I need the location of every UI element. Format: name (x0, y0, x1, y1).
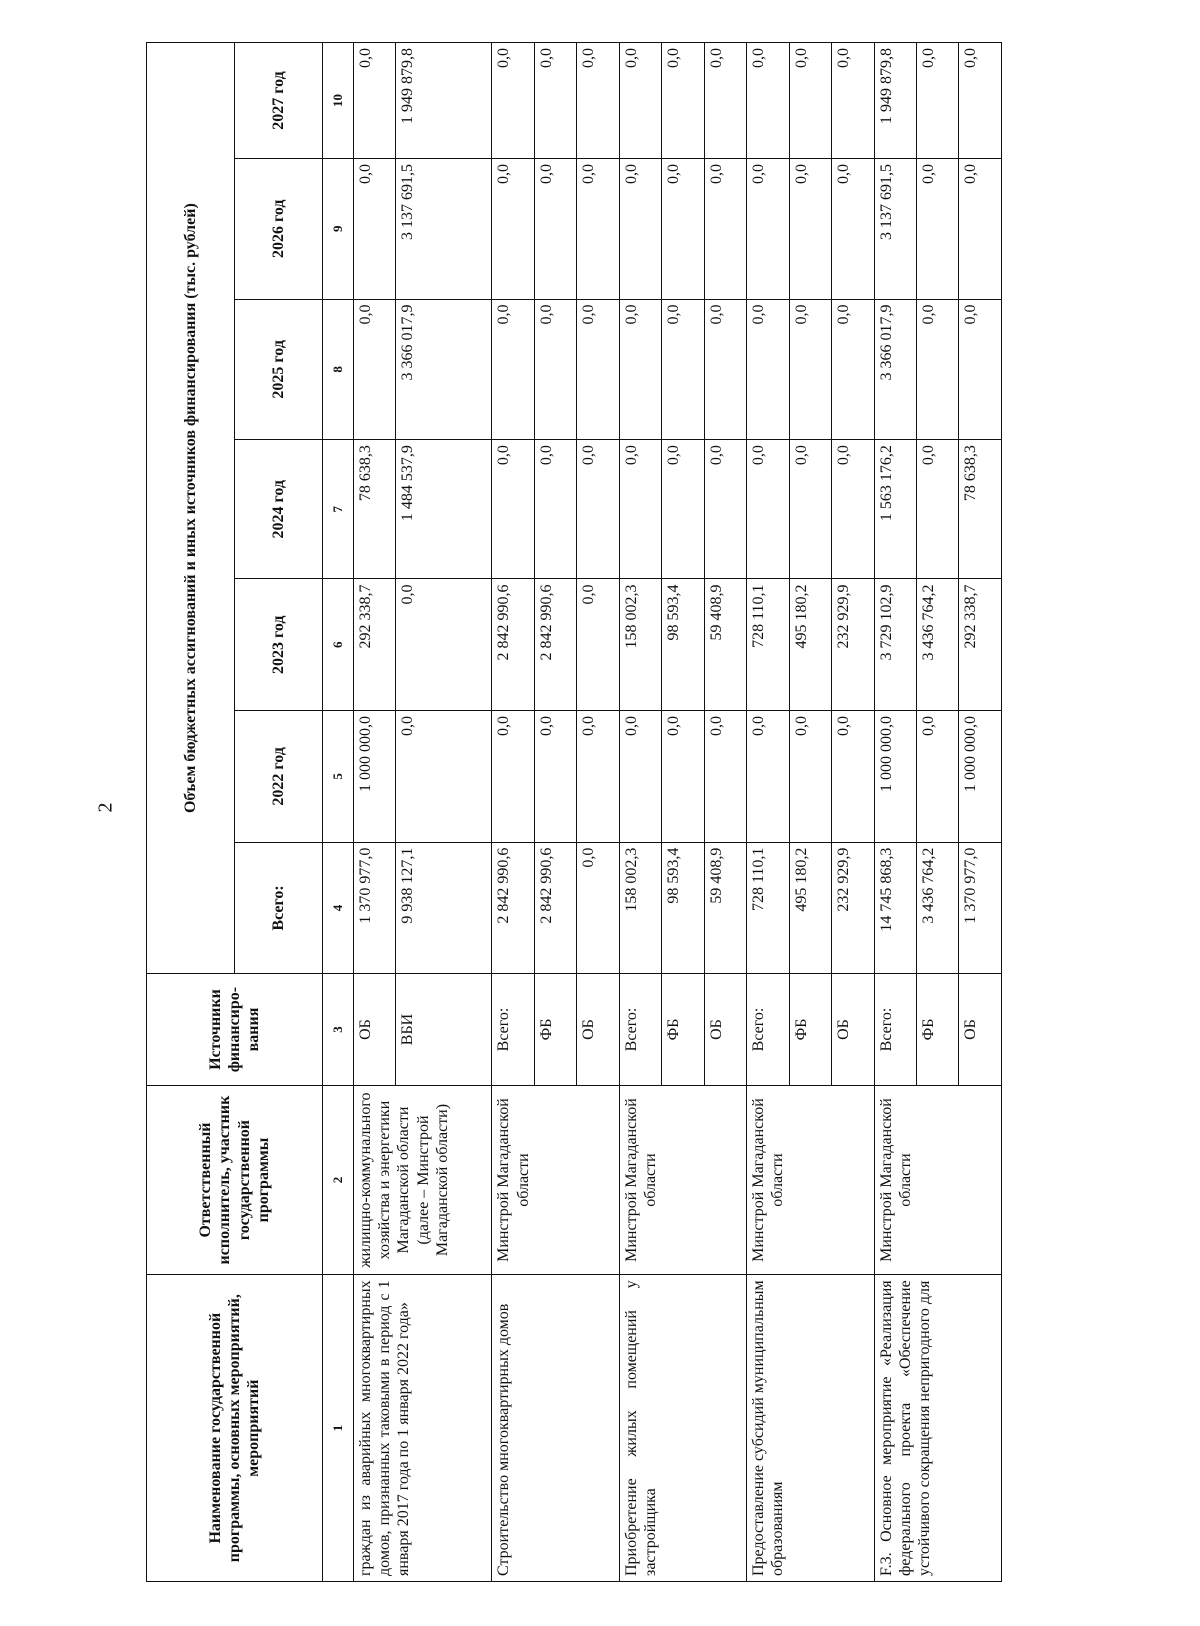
header-responsible: Ответственный исполнитель, участник государственной программы (147, 1085, 323, 1275)
value-cell: 0,0 (534, 711, 576, 843)
value-cell: 292 338,7 (354, 579, 396, 711)
value-cell: 0,0 (354, 43, 396, 159)
value-cell: 728 110,1 (747, 842, 789, 974)
value-cell: 0,0 (662, 711, 704, 843)
value-cell: 9 938 127,1 (396, 842, 492, 974)
column-number: 7 (323, 440, 354, 579)
financing-table (146, 42, 1002, 1582)
value-cell: 0,0 (577, 299, 619, 440)
column-number: 2 (323, 1085, 354, 1275)
value-cell: 0,0 (704, 159, 746, 300)
header-year: 2022 год (235, 711, 323, 843)
header-volume: Объем бюджетных ассигнований и иных источников финансирования (тыс. рублей) (147, 43, 235, 974)
value-cell: 78 638,3 (959, 440, 1002, 579)
value-cell: 0,0 (619, 711, 661, 843)
value-cell: 0,0 (662, 159, 704, 300)
program-name-cell: Строительство многоквартирных домов (492, 1275, 619, 1582)
value-cell: 0,0 (959, 299, 1002, 440)
value-cell: 3 366 017,9 (874, 299, 916, 440)
value-cell: 98 593,4 (662, 842, 704, 974)
value-cell: 158 002,3 (619, 579, 661, 711)
value-cell: 0,0 (492, 299, 534, 440)
value-cell: 3 436 764,2 (916, 579, 958, 711)
program-name-cell: F.3. Основное мероприятие «Реализация федерального проекта «Обеспечение устойчивого сокращения непригодного для (874, 1275, 1001, 1582)
value-cell: 0,0 (492, 440, 534, 579)
value-cell: 0,0 (534, 159, 576, 300)
value-cell: 0,0 (534, 440, 576, 579)
value-cell: 0,0 (704, 711, 746, 843)
header-source: Источники финансиро-вания (147, 974, 323, 1086)
value-cell: 0,0 (396, 711, 492, 843)
column-number: 8 (323, 299, 354, 440)
value-cell: 1 949 879,8 (874, 43, 916, 159)
rotated-table-container (146, 42, 1002, 1582)
value-cell: 0,0 (916, 440, 958, 579)
value-cell: 0,0 (916, 159, 958, 300)
value-cell: 232 929,9 (832, 579, 874, 711)
source-cell: ОБ (577, 974, 619, 1086)
header-name: Наименование государственной программы, основных мероприятий, мероприятий (147, 1275, 323, 1582)
value-cell: 0,0 (832, 43, 874, 159)
value-cell: 0,0 (789, 43, 831, 159)
value-cell: 0,0 (577, 842, 619, 974)
value-cell: 3 436 764,2 (916, 842, 958, 974)
column-number: 4 (323, 842, 354, 974)
value-cell: 1 000 000,0 (354, 711, 396, 843)
value-cell: 158 002,3 (619, 842, 661, 974)
value-cell: 292 338,7 (959, 579, 1002, 711)
header-year: 2024 год (235, 440, 323, 579)
source-cell: ОБ (704, 974, 746, 1086)
value-cell: 0,0 (577, 579, 619, 711)
value-cell: 0,0 (832, 440, 874, 579)
value-cell: 0,0 (396, 579, 492, 711)
column-number: 3 (323, 974, 354, 1086)
value-cell: 495 180,2 (789, 842, 831, 974)
value-cell: 0,0 (619, 299, 661, 440)
responsible-cell: жилищно-коммунального хозяйства и энергетики Магаданской области (далее – Минстрой Магаданской области) (354, 1085, 492, 1275)
value-cell: 0,0 (577, 711, 619, 843)
value-cell: 0,0 (577, 43, 619, 159)
value-cell: 2 842 990,6 (492, 579, 534, 711)
value-cell: 1 370 977,0 (959, 842, 1002, 974)
source-cell: ОБ (959, 974, 1002, 1086)
value-cell: 2 842 990,6 (492, 842, 534, 974)
value-cell: 0,0 (619, 43, 661, 159)
table-row (354, 43, 396, 1582)
value-cell: 0,0 (662, 43, 704, 159)
value-cell: 0,0 (747, 711, 789, 843)
value-cell: 1 000 000,0 (959, 711, 1002, 843)
value-cell: 0,0 (916, 711, 958, 843)
column-number: 10 (323, 43, 354, 159)
value-cell: 0,0 (959, 43, 1002, 159)
value-cell: 0,0 (577, 440, 619, 579)
value-cell: 3 137 691,5 (874, 159, 916, 300)
value-cell: 3 137 691,5 (396, 159, 492, 300)
table-row (619, 43, 661, 1582)
value-cell: 0,0 (789, 159, 831, 300)
value-cell: 0,0 (534, 299, 576, 440)
header-year: 2023 год (235, 579, 323, 711)
value-cell: 2 842 990,6 (534, 842, 576, 974)
value-cell: 78 638,3 (354, 440, 396, 579)
value-cell: 1 370 977,0 (354, 842, 396, 974)
table-row (747, 43, 789, 1582)
value-cell: 1 000 000,0 (874, 711, 916, 843)
column-number: 6 (323, 579, 354, 711)
value-cell: 728 110,1 (747, 579, 789, 711)
value-cell: 0,0 (577, 159, 619, 300)
value-cell: 0,0 (747, 299, 789, 440)
value-cell: 1 484 537,9 (396, 440, 492, 579)
source-cell: ФБ (534, 974, 576, 1086)
value-cell: 495 180,2 (789, 579, 831, 711)
value-cell: 0,0 (832, 299, 874, 440)
header-year: 2027 год (235, 43, 323, 159)
responsible-cell: Минстрой Магаданской области (619, 1085, 746, 1275)
responsible-cell: Минстрой Магаданской области (874, 1085, 1001, 1275)
source-cell: ВБИ (396, 974, 492, 1086)
value-cell: 59 408,9 (704, 842, 746, 974)
source-cell: Всего: (874, 974, 916, 1086)
responsible-cell: Минстрой Магаданской области (747, 1085, 874, 1275)
header-year: 2026 год (235, 159, 323, 300)
value-cell: 1 563 176,2 (874, 440, 916, 579)
value-cell: 3 366 017,9 (396, 299, 492, 440)
value-cell: 0,0 (959, 159, 1002, 300)
source-cell: Всего: (747, 974, 789, 1086)
value-cell: 0,0 (492, 159, 534, 300)
value-cell: 0,0 (354, 299, 396, 440)
source-cell: ОБ (832, 974, 874, 1086)
value-cell: 0,0 (619, 159, 661, 300)
value-cell: 232 929,9 (832, 842, 874, 974)
source-cell: ФБ (916, 974, 958, 1086)
responsible-cell: Минстрой Магаданской области (492, 1085, 619, 1275)
program-name-cell: Предоставление субсидий муниципальным образованиям (747, 1275, 874, 1582)
value-cell: 0,0 (704, 43, 746, 159)
value-cell: 59 408,9 (704, 579, 746, 711)
source-cell: Всего: (492, 974, 534, 1086)
value-cell: 0,0 (492, 43, 534, 159)
value-cell: 3 729 102,9 (874, 579, 916, 711)
header-total: Всего: (235, 842, 323, 974)
table-row (492, 43, 534, 1582)
value-cell: 0,0 (832, 159, 874, 300)
column-number: 9 (323, 159, 354, 300)
column-number: 5 (323, 711, 354, 843)
value-cell: 0,0 (916, 299, 958, 440)
column-number: 1 (323, 1275, 354, 1582)
value-cell: 98 593,4 (662, 579, 704, 711)
value-cell: 0,0 (534, 43, 576, 159)
page-number: 2 (94, 802, 117, 813)
value-cell: 0,0 (789, 299, 831, 440)
program-name-cell: граждан из аварийных многоквартирных домов, признанных таковыми в период с 1 января 2017 года по 1 января 2022 года» (354, 1275, 492, 1582)
value-cell: 2 842 990,6 (534, 579, 576, 711)
source-cell: ФБ (662, 974, 704, 1086)
value-cell: 0,0 (832, 711, 874, 843)
value-cell: 0,0 (704, 299, 746, 440)
value-cell: 0,0 (662, 440, 704, 579)
value-cell: 1 949 879,8 (396, 43, 492, 159)
header-year: 2025 год (235, 299, 323, 440)
value-cell: 0,0 (789, 711, 831, 843)
source-cell: Всего: (619, 974, 661, 1086)
value-cell: 0,0 (747, 159, 789, 300)
value-cell: 0,0 (789, 440, 831, 579)
value-cell: 0,0 (704, 440, 746, 579)
value-cell: 0,0 (916, 43, 958, 159)
value-cell: 0,0 (354, 159, 396, 300)
source-cell: ОБ (354, 974, 396, 1086)
value-cell: 0,0 (619, 440, 661, 579)
source-cell: ФБ (789, 974, 831, 1086)
value-cell: 0,0 (662, 299, 704, 440)
value-cell: 14 745 868,3 (874, 842, 916, 974)
value-cell: 0,0 (492, 711, 534, 843)
value-cell: 0,0 (747, 440, 789, 579)
value-cell: 0,0 (747, 43, 789, 159)
program-name-cell: Приобретение жилых помещений у застройщика (619, 1275, 746, 1582)
table-row (874, 43, 916, 1582)
